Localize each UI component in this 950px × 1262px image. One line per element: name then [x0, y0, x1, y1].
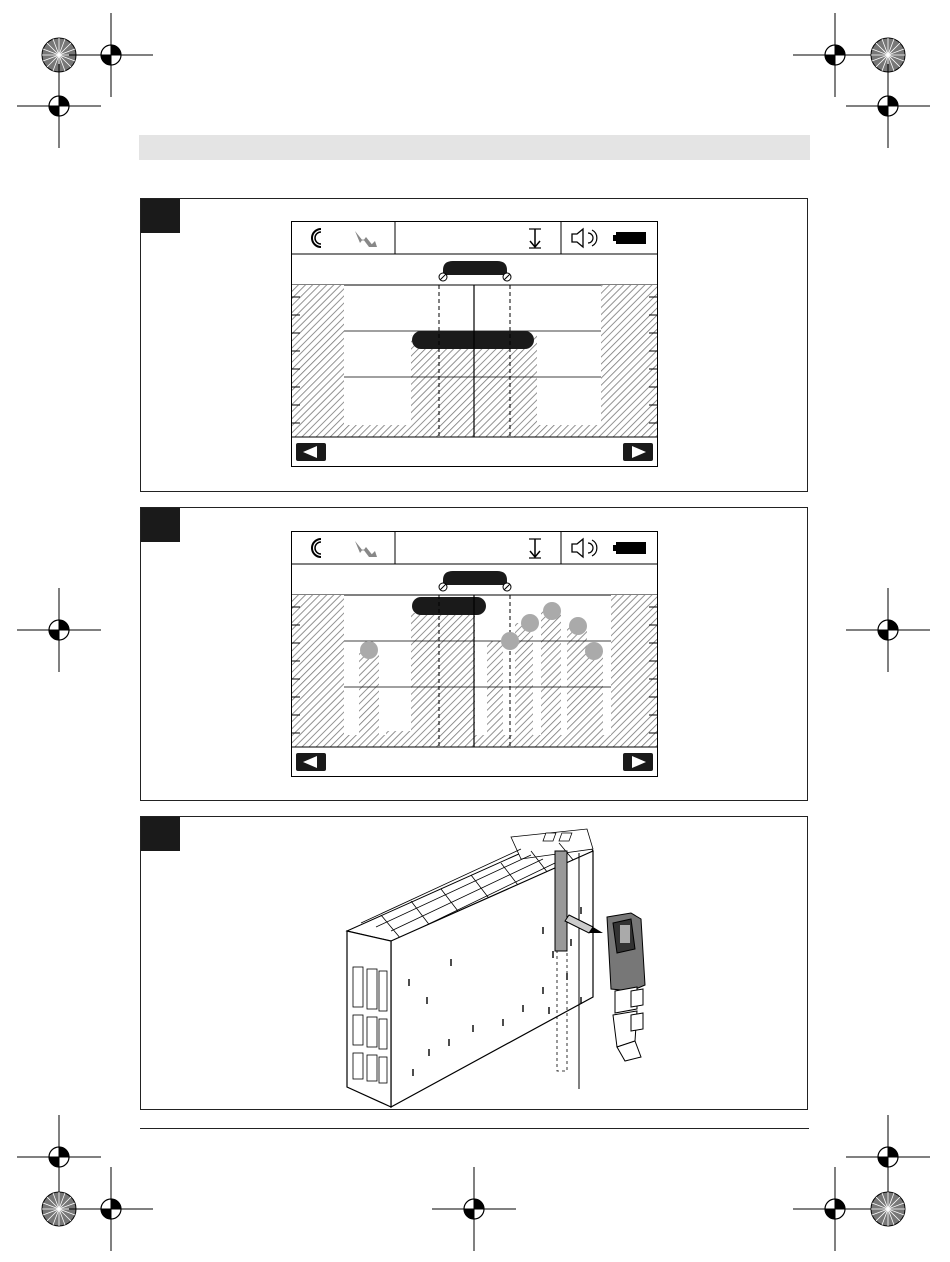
- object-bar: [412, 597, 486, 615]
- figure-panel-3: [140, 816, 808, 1110]
- scanner-display-2: [291, 531, 659, 777]
- figure-panel-1: [140, 198, 808, 492]
- figure-panel-2: [140, 507, 808, 801]
- scanner-display-1: [291, 221, 659, 467]
- figure-tag-3: [141, 817, 180, 851]
- figure-tag-1: [141, 199, 180, 233]
- right-arrow-icon[interactable]: [623, 753, 653, 771]
- wall-scanner-illustration: [331, 819, 751, 1109]
- right-arrow-icon[interactable]: [623, 443, 653, 461]
- figure-tag-2: [141, 508, 180, 542]
- battery-icon: [613, 542, 646, 554]
- scanner-device-icon: [607, 913, 645, 1061]
- footer-rule: [140, 1128, 809, 1129]
- left-arrow-icon[interactable]: [296, 443, 326, 461]
- header-bar: [139, 135, 810, 160]
- left-arrow-icon[interactable]: [296, 753, 326, 771]
- object-bar: [412, 331, 534, 349]
- battery-icon: [613, 232, 646, 244]
